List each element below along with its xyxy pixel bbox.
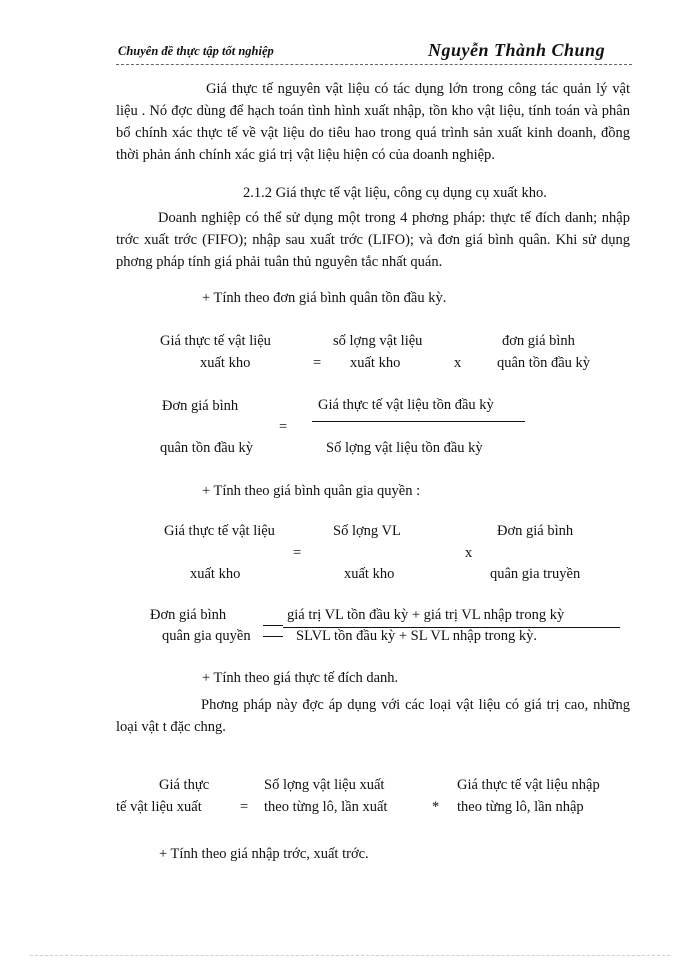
m1f1-lhs-bottom: xuất kho <box>200 355 251 371</box>
method1-title: + Tính theo đơn giá bình quân tồn đầu kỳ. <box>202 290 447 306</box>
m2f1-lhs-bottom: xuất kho <box>190 566 241 582</box>
method3-title: + Tính theo giá thực tế đích danh. <box>202 670 399 686</box>
m2f1-rhs-bottom: quân gia truyền <box>490 566 581 582</box>
footer-divider <box>30 955 670 956</box>
m1f2-lhs-top: Đơn giá bình <box>162 398 239 414</box>
method4-title: + Tính theo giá nhập trớc, xuất trớc. <box>159 846 369 862</box>
m1f2-lhs-bottom: quân tồn đầu kỳ <box>160 440 254 456</box>
method2-title: + Tính theo giá bình quân gia quyền : <box>202 483 421 499</box>
header-left-title: Chuyên đề thực tập tốt nghiệp <box>118 44 274 58</box>
m1f1-mid-bottom: xuất kho <box>350 355 401 371</box>
m1f1-lhs-top: Giá thực tế vật liệu <box>160 333 271 349</box>
m1f1-rhs-top: đơn giá bình <box>502 333 575 349</box>
m3f-operator: * <box>432 799 440 815</box>
m2f2-denominator: SLVL tồn đầu kỳ + SL VL nhập trong kỳ. <box>296 628 537 644</box>
m2f2-lhs-bottom: quân gia quyền <box>162 628 251 644</box>
m3f-lhs-line2: tế vật liệu xuất <box>116 799 202 815</box>
methods-paragraph: Doanh nghiệp có thể sử dụng một trong 4 phơng pháp: thực tế đích danh; nhập trớc xuất trớc (FIFO); nhập sau xuất trớc (LIFO); và đơn giá bình quân. Khi sử dụng phơng pháp tính giá phải tuân thủ nguyên tắc nhất quán. <box>116 210 630 270</box>
m3f-mid-line1: Số lợng vật liệu xuất <box>264 777 385 793</box>
m3f-lhs-line1: Giá thực <box>159 777 210 793</box>
m3f-rhs-line2: theo từng lô, lần nhập <box>457 799 584 815</box>
m1f2-denominator: Số lợng vật liệu tồn đầu kỳ <box>326 440 483 456</box>
m2f1-lhs-top: Giá thực tế vật liệu <box>164 523 275 539</box>
m2f1-equals: = <box>293 545 302 561</box>
header-author-name: Nguyễn Thành Chung <box>428 40 606 60</box>
m2f2-numerator: giá trị VL tồn đầu kỳ + giá trị VL nhập trong kỳ <box>287 607 565 623</box>
m2f1-rhs-top: Đơn giá bình <box>497 523 574 539</box>
header-divider <box>116 64 632 65</box>
m1f1-mid-top: số lợng vật liệu <box>333 333 423 349</box>
m1f2-equals: = <box>279 419 288 435</box>
m1f2-fraction-bar <box>312 421 525 422</box>
m2f2-lead-rule-bottom <box>263 636 283 637</box>
section-heading: 2.1.2 Giá thực tế vật liệu, công cụ dụng cụ xuất kho. <box>243 185 547 201</box>
m3f-equals: = <box>240 799 249 815</box>
m3f-rhs-line1: Giá thực tế vật liệu nhập <box>457 777 600 793</box>
m2f2-lhs-top: Đơn giá bình <box>150 607 227 623</box>
m2f1-mid-bottom: xuất kho <box>344 566 395 582</box>
intro-paragraph: Giá thực tế nguyên vật liệu có tác dụng lớn trong công tác quản lý vật liệu . Nó đợc dùng để hạch toán tình hình xuất nhập, tồn kho vật liệu, tính toán và phân bổ chính xác thực tế về vật liệu do tiêu hao trong quá trình sản xuất kinh doanh, đồng thời phản ánh chính xác giá trị vật liệu hiện có của doanh nghiệp. <box>116 81 630 163</box>
method3-description: Phơng pháp này đợc áp dụng với các loại vật liệu có giá trị cao, những loại vật t đặc chng. <box>116 697 630 735</box>
m1f1-equals: = <box>313 355 322 371</box>
m1f1-rhs-bottom: quân tồn đầu kỳ <box>497 355 591 371</box>
m1f2-numerator: Giá thực tế vật liệu tồn đầu kỳ <box>318 397 494 413</box>
m2f2-lead-rule-top <box>263 625 283 626</box>
m2f1-times: x <box>465 545 473 561</box>
m2f1-mid-top: Số lợng VL <box>333 523 401 539</box>
m1f1-times: x <box>454 355 462 371</box>
m3f-mid-line2: theo từng lô, lần xuất <box>264 799 388 815</box>
